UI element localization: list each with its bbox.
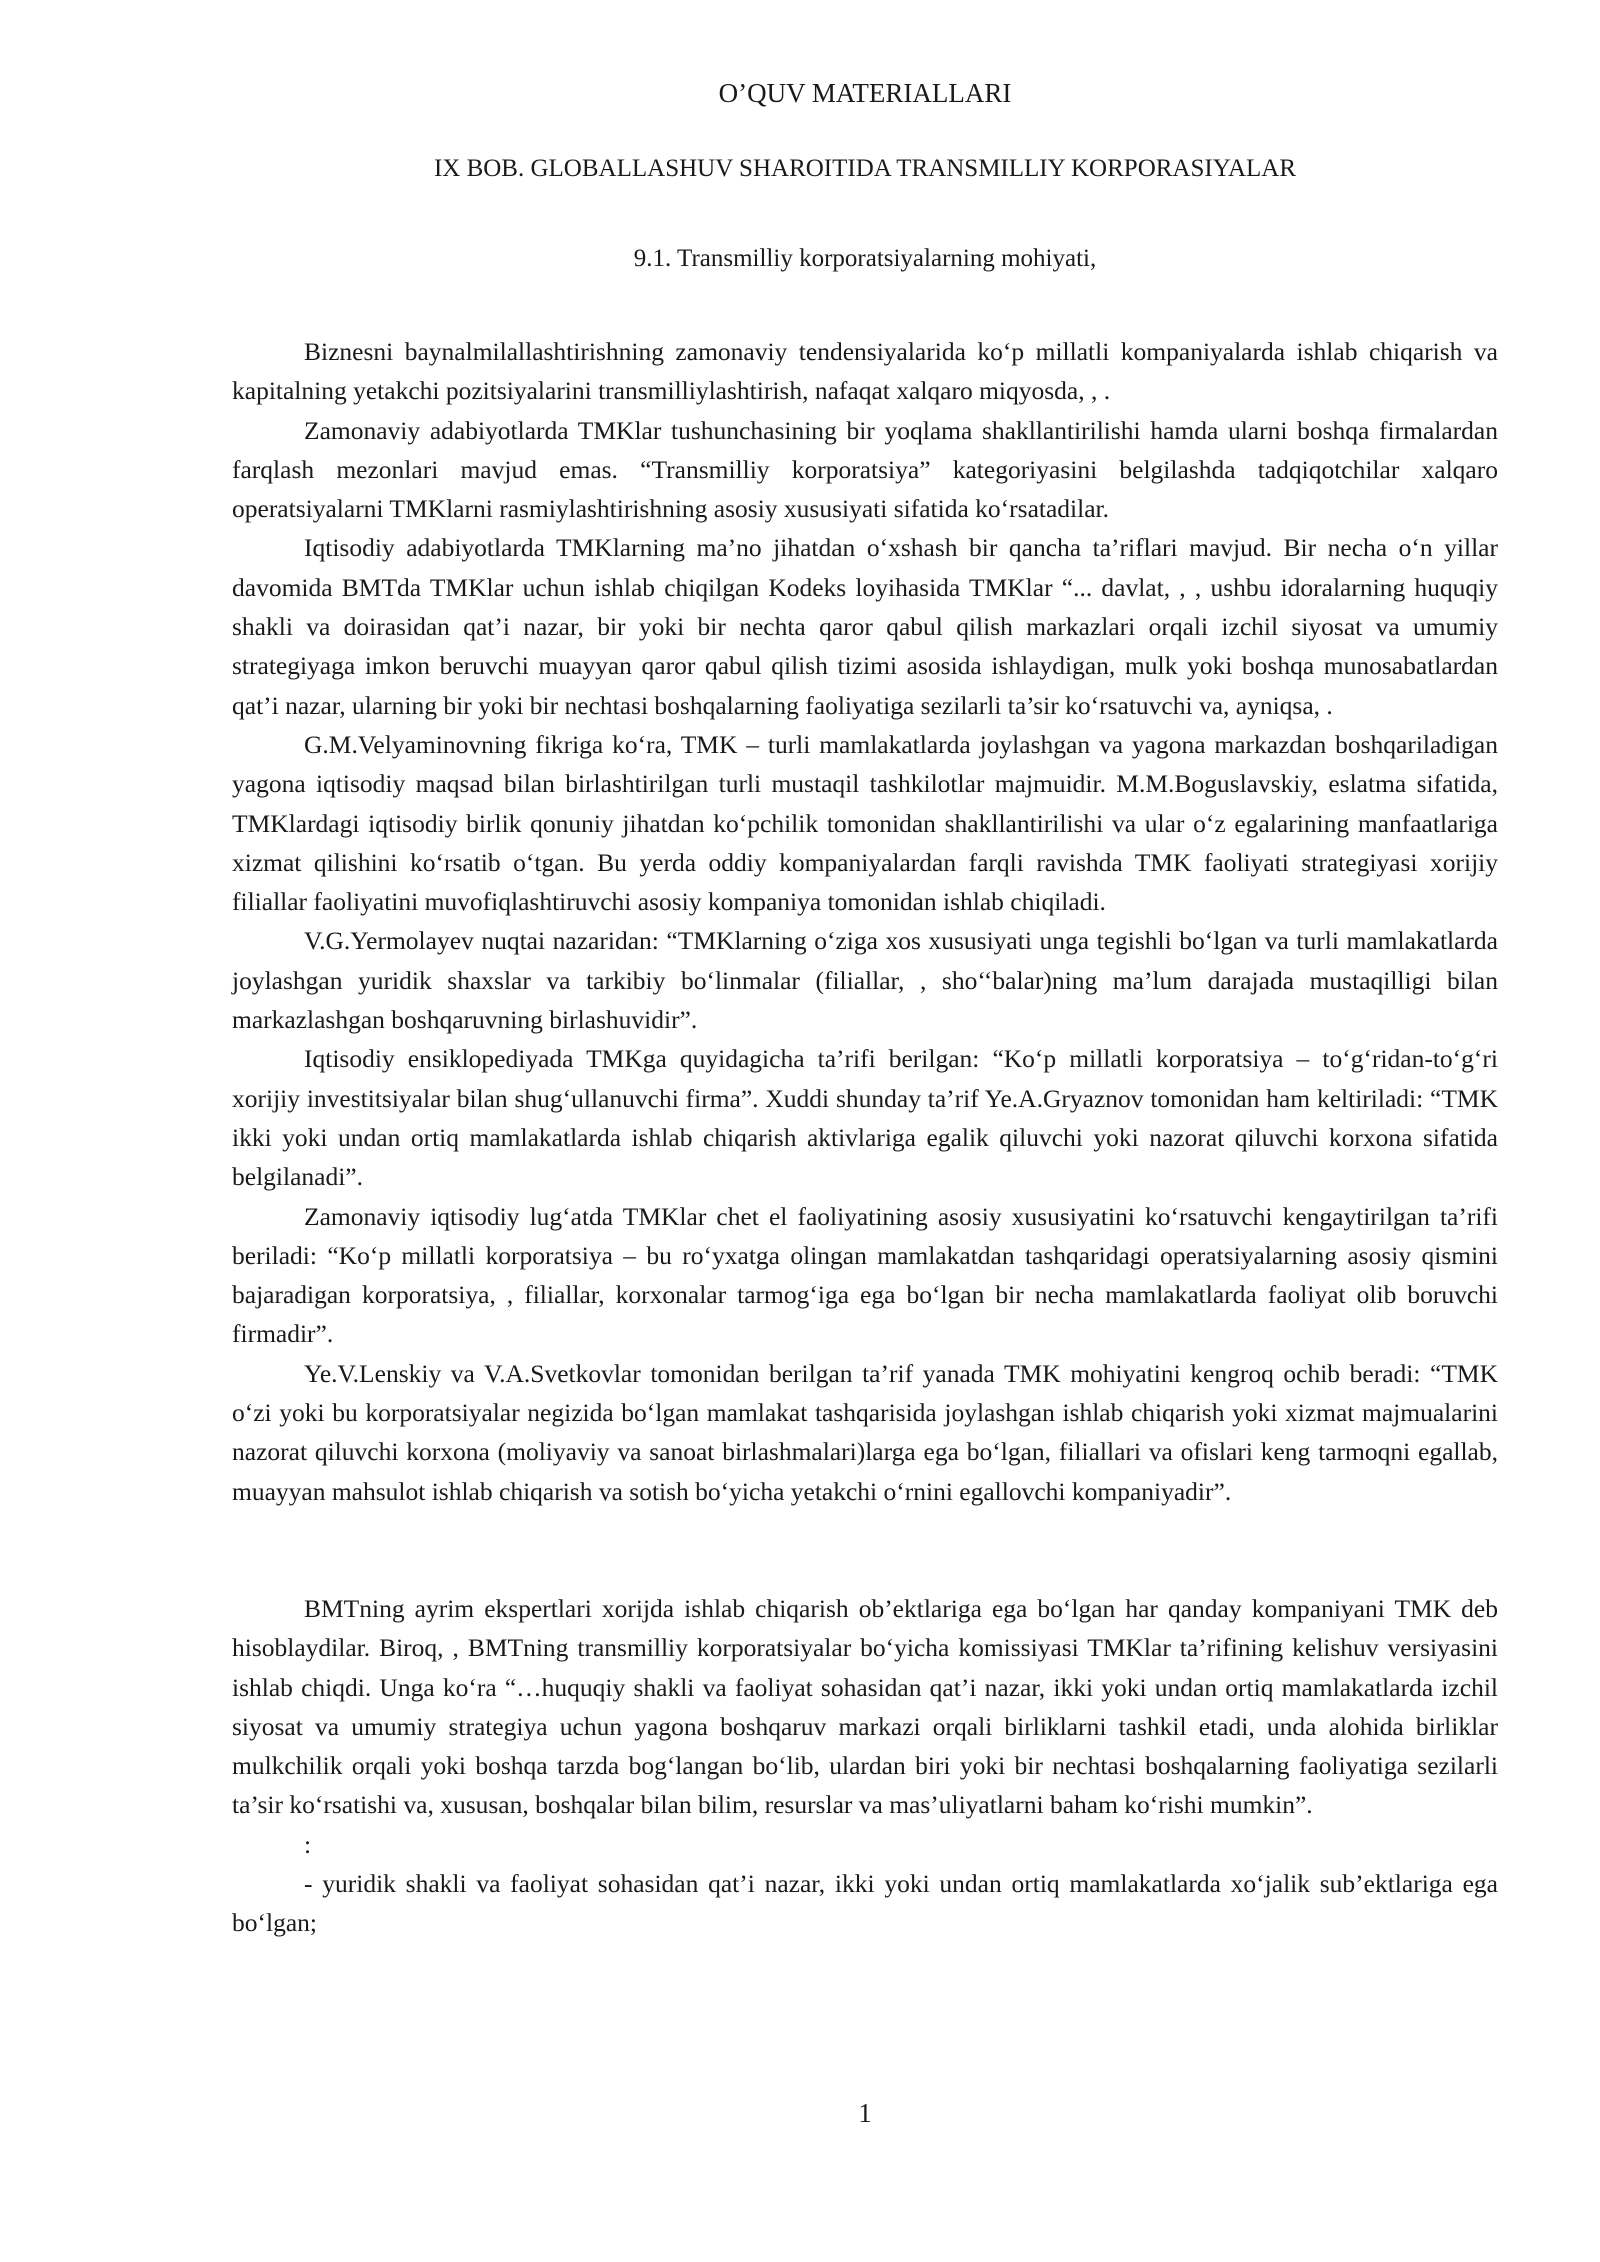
paragraph: :: [304, 1829, 312, 1859]
section-heading: 9.1. Transmilliy korporatsiyalarning mohiyati,: [633, 245, 1097, 272]
document-title: O’QUV MATERIALLARI: [718, 78, 1012, 108]
paragraph: G.M.Velyaminovning fikriga ko‘ra, TMK – turli mamlakatlarda joylashgan va yagona markazdan boshqariladigan yagona iqtisodiy maqsad bilan birlashtirilgan turli mustaqil tashkilotlar majmuidir. M.M.Boguslavskiy, eslatma sifatida, TMKlardagi iqtisodiy birlik qonuniy jihatdan ko‘pchilik tomonidan shakllantirilishi va ular o‘z egalarining manfaatlariga xizmat qilishini ko‘rsatib o‘tgan. Bu yerda oddiy kompaniyalardan farqli ravishda TMK faoliyati strategiyasi xorijiy filiallar faoliyatini muvofiqlashtiruvchi asosiy kompaniya tomonidan ishlab chiqiladi.: [232, 729, 1498, 917]
paragraph: V.G.Yermolayev nuqtai nazaridan: “TMKlarning o‘ziga xos xususiyati unga tegishli bo‘lgan va turli mamlakatlarda joylashgan yuridik shaxslar va tarkibiy bo‘linmalar (filiallar, , sho‘‘balar)ning ma’lum darajada mustaqilligi bilan markazlashgan boshqaruvning birlashuvidir”.: [232, 926, 1498, 1035]
document-body: [232, 332, 1498, 1943]
paragraph: Iqtisodiy adabiyotlarda TMKlarning ma’no jihatdan o‘xshash bir qancha ta’riflari mavjud. Bir necha o‘n yillar davomida BMTda TMKlar uchun ishlab chiqilgan Kodeks loyihasida TMKlar “... davlat, , , ushbu idoralarning huquqiy shakli va doirasidan qat’i nazar, bir yoki bir nechta qaror qabul qilish markazlari orqali izchil siyosat va umumiy strategiyaga imkon beruvchi muayyan qaror qabul qilish tizimi asosida ishlaydigan, mulk yoki boshqa munosabatlardan qat’i nazar, ularning bir yoki bir nechtasi boshqalarning faoliyatiga sezilarli ta’sir ko‘rsatuvchi va, ayniqsa, .: [232, 533, 1498, 720]
paragraph: Ye.V.Lenskiy va V.A.Svetkovlar tomonidan berilgan ta’rif yanada TMK mohiyatini kengroq ochib beradi: “TMK o‘zi yoki bu korporatsiyalar negizida bo‘lgan mamlakat tashqarisida joylashgan ishlab chiqarish yoki xizmat majmualarini nazorat qiluvchi korxona (moliyaviy va sanoat birlashmalari)larga ega bo‘lgan, filiallari va ofislari keng tarmoqni egallab, muayyan mahsulot ishlab chiqarish va sotish bo‘yicha yetakchi o‘rnini egallovchi kompaniyadir”.: [232, 1358, 1498, 1506]
list-item: - yuridik shakli va faoliyat sohasidan qat’i nazar, ikki yoki undan ortiq mamlakatlarda xo‘jalik sub’ektlariga ega bo‘lgan;: [232, 1868, 1498, 1938]
page-number: 1: [858, 2098, 872, 2128]
paragraph: Zamonaviy adabiyotlarda TMKlar tushunchasining bir yoqlama shakllantirilishi hamda ularni boshqa firmalardan farqlash mezonlari mavjud emas. “Transmilliy korporatsiya” kategoriyasini belgilashda tadqiqotchilar xalqaro operatsiyalarni TMKlarni rasmiylashtirishning asosiy xususiyati sifatida ko‘rsatadilar.: [232, 415, 1498, 524]
paragraph: Biznesni baynalmilallashtirishning zamonaviy tendensiyalarida ko‘p millatli kompaniyalarda ishlab chiqarish va kapitalning yetakchi pozitsiyalarini transmilliylashtirish, nafaqat xalqaro miqyosda, , .: [232, 337, 1498, 406]
chapter-heading: IX BOB. GLOBALLASHUV SHAROITIDA TRANSMILLIY KORPORASIYALAR: [433, 155, 1297, 182]
paragraph: Zamonaviy iqtisodiy lug‘atda TMKlar chet el faoliyatining asosiy xususiyatini ko‘rsatuvchi kengaytirilgan ta’rifi beriladi: “Ko‘p millatli korporatsiya – bu ro‘yxatga olingan mamlakatdan tashqaridagi operatsiyalarning asosiy qismini bajaradigan korporatsiya, , filiallar, korxonalar tarmog‘iga ega bo‘lgan bir necha mamlakatlarda faoliyat olib boruvchi firmadir”.: [232, 1201, 1498, 1349]
paragraph: Iqtisodiy ensiklopediyada TMKga quyidagicha ta’rifi berilgan: “Ko‘p millatli korporatsiya – to‘g‘ridan-to‘g‘ri xorijiy investitsiyalar bilan shug‘ullanuvchi firma”. Xuddi shunday ta’rif Ye.A.Gryaznov tomonidan ham keltiriladi: “TMK ikki yoki undan ortiq mamlakatlarda ishlab chiqarish aktivlariga egalik qiluvchi yoki nazorat qiluvchi korxona sifatida belgilanadi”.: [232, 1044, 1498, 1192]
paragraph: BMTning ayrim ekspertlari xorijda ishlab chiqarish ob’ektlariga ega bo‘lgan har qanday kompaniyani TMK deb hisoblaydilar. Biroq, , BMTning transmilliy korporatsiyalar bo‘yicha komissiyasi TMKlar ta’rifining kelishuv versiyasini ishlab chiqdi. Unga ko‘ra “…huquqiy shakli va faoliyat sohasidan qat’i nazar, ikki yoki undan ortiq mamlakatlarda izchil siyosat va umumiy strategiya uchun yagona boshqaruv markazi orqali birliklarni tashkil etadi, unda alohida birliklar mulkchilik orqali yoki boshqa tarzda bog‘langan bo‘lib, ulardan biri yoki bir nechtasi boshqalarning faoliyatiga sezilarli ta’sir ko‘rsatishi va, xususan, boshqalar bilan bilim, resurslar va mas’uliyatlarni baham ko‘rishi mumkin”.: [232, 1593, 1498, 1820]
